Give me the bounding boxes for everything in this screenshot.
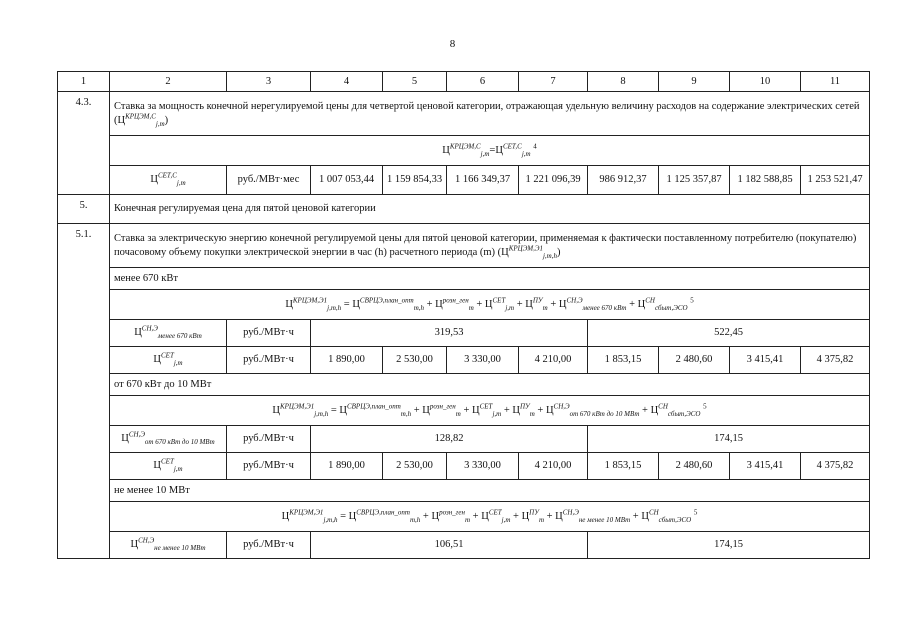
row-unit: руб./МВт·ч [227, 453, 311, 480]
col-header-11: 11 [801, 72, 870, 92]
row-unit: руб./МВт·ч [227, 426, 311, 453]
section-5-title: Конечная регулируемая цена для пятой ценовой категории [110, 195, 870, 224]
merged-value-cell: 319,53 [311, 320, 588, 347]
value-cell: 1 007 053,44 [311, 166, 383, 195]
row-label: $Ц^{СЕТ}_{j,m}$ [110, 453, 227, 480]
group-heading-row [58, 374, 870, 396]
merged-value-cell: 174,15 [588, 426, 870, 453]
col-header-7: 7 [519, 72, 588, 92]
section-number-5: 5. [58, 195, 110, 224]
merged-value-cell: 128,82 [311, 426, 588, 453]
group-heading: от 670 кВт до 10 МВт [110, 374, 870, 396]
group-heading: менее 670 кВт [110, 268, 870, 290]
col-header-8: 8 [588, 72, 659, 92]
group-formula-row [58, 290, 870, 320]
row-unit: руб./МВт·мес [227, 166, 311, 195]
value-cell: 2 530,00 [383, 453, 447, 480]
value-cell: 1 159 854,33 [383, 166, 447, 195]
value-cell: 1 853,15 [588, 347, 659, 374]
col-header-6: 6 [447, 72, 519, 92]
section-5-1-title-row [58, 224, 870, 268]
value-cell: 1 890,00 [311, 347, 383, 374]
row-unit: руб./МВт·ч [227, 532, 311, 559]
section-number-4-3: 4.3. [58, 92, 110, 195]
value-cell: 3 330,00 [447, 453, 519, 480]
tariff-table [57, 71, 870, 559]
section-5-row [58, 195, 870, 224]
header-row [58, 72, 870, 92]
group-formula-row [58, 396, 870, 426]
value-cell: 2 480,60 [659, 347, 730, 374]
col-header-9: 9 [659, 72, 730, 92]
value-cell: 986 912,37 [588, 166, 659, 195]
value-cell: 3 330,00 [447, 347, 519, 374]
formula-4-3: $Ц^{КРЦЭМ,С}_{j,m}=Ц^{СЕТ,С}_{j,m}$ $^4$ [110, 136, 870, 166]
table-row [58, 532, 870, 559]
value-cell: 4 210,00 [519, 453, 588, 480]
table-row [58, 426, 870, 453]
merged-value-cell: 106,51 [311, 532, 588, 559]
row-unit: руб./МВт·ч [227, 347, 311, 374]
row-label: $Ц^{СН,Э}_{не менее 10 МВт}$ [110, 532, 227, 559]
row-unit: руб./МВт·ч [227, 320, 311, 347]
col-header-10: 10 [730, 72, 801, 92]
value-cell: 1 853,15 [588, 453, 659, 480]
row-label: $Ц^{СН,Э}_{менее 670 кВт}$ [110, 320, 227, 347]
formula-5-1-group-3: $Ц^{КРЦЭМ,Э1}_{j,m,h} = Ц^{СВРЦЭ,план\_опт}_{m,h} + Ц^{розн\_ген}_m + Ц^{СЕТ}_{j,m} + Ц^{ПУ}_m + Ц^{СН,Э}_{не менее 10 МВт} + Ц^{СН}_{сбыт,ЭСО}$ $^5$ [110, 502, 870, 532]
col-header-5: 5 [383, 72, 447, 92]
section-4-3-title-row [58, 92, 870, 136]
col-header-3: 3 [227, 72, 311, 92]
value-cell: 2 480,60 [659, 453, 730, 480]
group-heading-row [58, 480, 870, 502]
merged-value-cell: 522,45 [588, 320, 870, 347]
value-cell: 4 210,00 [519, 347, 588, 374]
section-5-1-title: Ставка за электрическую энергию конечной регулируемой цены для пятой ценовой категории, применяемая к фактически поставленному потребителю (покупателю) почасовому объему покупки электрической энергии в час (h) расчетного периода (m) $(Ц^{КРЦЭМ,Э1}_{j,m,h})$ [110, 224, 870, 268]
formula-5-1-group-2: $Ц^{КРЦЭМ,Э1}_{j,m,h} = Ц^{СВРЦЭ,план\_опт}_{m,h} + Ц^{розн\_ген}_m + Ц^{СЕТ}_{j,m} + Ц^{ПУ}_m + Ц^{СН,Э}_{от 670 кВт до 10 МВт} + Ц^{СН}_{сбыт,ЭСО}$ $^5$ [110, 396, 870, 426]
col-header-2: 2 [110, 72, 227, 92]
group-formula-row [58, 502, 870, 532]
value-cell: 2 530,00 [383, 347, 447, 374]
group-heading: не менее 10 МВт [110, 480, 870, 502]
col-header-1: 1 [58, 72, 110, 92]
section-4-3-formula-row [58, 136, 870, 166]
value-cell: 4 375,82 [801, 453, 870, 480]
value-cell: 1 253 521,47 [801, 166, 870, 195]
formula-5-1-group-1: $Ц^{КРЦЭМ,Э1}_{j,m,h} = Ц^{СВРЦЭ,план\_опт}_{m,h} + Ц^{розн\_ген}_m + Ц^{СЕТ}_{j,m} + Ц^{ПУ}_m + Ц^{СН,Э}_{менее 670 кВт} + Ц^{СН}_{сбыт,ЭСО}$ $^5$ [110, 290, 870, 320]
value-cell: 1 125 357,87 [659, 166, 730, 195]
section-number-5-1: 5.1. [58, 224, 110, 559]
section-4-3-value-row [58, 166, 870, 195]
page-number: 8 [449, 38, 456, 50]
value-cell: 3 415,41 [730, 347, 801, 374]
group-heading-row [58, 268, 870, 290]
value-cell: 3 415,41 [730, 453, 801, 480]
col-header-4: 4 [311, 72, 383, 92]
value-cell: 1 182 588,85 [730, 166, 801, 195]
table-row [58, 347, 870, 374]
value-cell: 1 221 096,39 [519, 166, 588, 195]
merged-value-cell: 174,15 [588, 532, 870, 559]
value-cell: 1 890,00 [311, 453, 383, 480]
table-row [58, 320, 870, 347]
row-label: $Ц^{СЕТ}_{j,m}$ [110, 347, 227, 374]
value-cell: 4 375,82 [801, 347, 870, 374]
row-label: $Ц^{СЕТ,С}_{j,m}$ [110, 166, 227, 195]
value-cell: 1 166 349,37 [447, 166, 519, 195]
section-4-3-title: Ставка за мощность конечной нерегулируемой цены для четвертой ценовой категории, отражающая удельную величину расходов на содержание электрических сетей $(Ц^{КРЦЭМ,С}_{j,m})$ [110, 92, 870, 136]
row-label: $Ц^{СН,Э}_{от 670 кВт до 10 МВт}$ [110, 426, 227, 453]
table-row [58, 453, 870, 480]
